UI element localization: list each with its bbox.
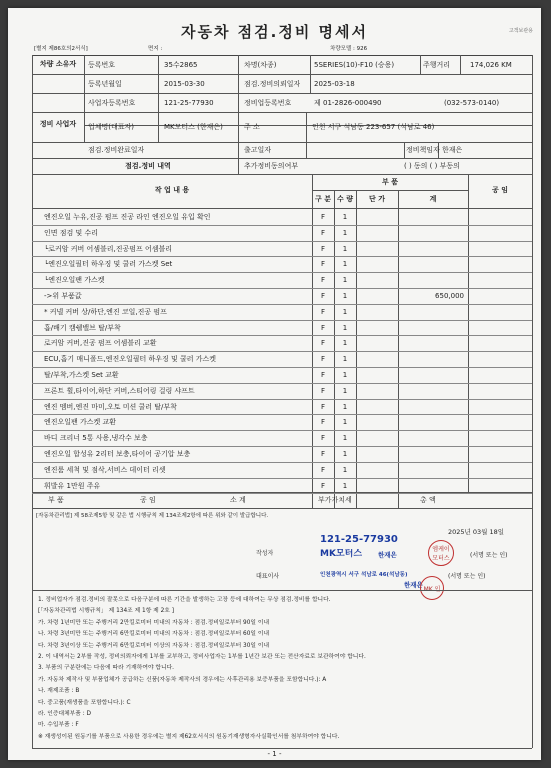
item-qty: 1 xyxy=(342,339,348,348)
note-line: [「자동차관리법 시행규칙」 제 134조 제 1항 제 2호 ] xyxy=(38,608,174,615)
work-header: 작 업 내 용 xyxy=(154,186,190,194)
note-line: 라. 인증대체부품 : D xyxy=(38,711,91,717)
copy-label: 고객보관용 xyxy=(508,28,533,34)
document-title: 자동차 점검.정비 명세서 xyxy=(180,23,369,41)
mechanic-value: 한재은 xyxy=(442,146,463,154)
note-line: 나. 재제조품 : B xyxy=(38,688,80,695)
stamped-address: 인천광역시 서구 석남로 46(석남동) xyxy=(320,572,408,578)
item-kind: F xyxy=(320,213,326,221)
item-desc: 엔진룸 세척 및 점삭,서비스 데이터 리셋 xyxy=(44,465,166,474)
checker-label: 점검.정비완료일자 xyxy=(88,146,145,154)
item-desc: 흡/배기 캠쉘밸브 탈/부착 xyxy=(44,323,121,332)
item-qty: 1 xyxy=(342,465,348,474)
col-qty: 수 량 xyxy=(337,195,353,203)
shop-phone: (032-573-0140) xyxy=(444,99,500,107)
total-label: 총 액 xyxy=(420,496,436,504)
form-number: [별지 제86호의2서식] xyxy=(34,46,88,52)
service-date-label: 점검.정비의뢰일자 xyxy=(244,80,301,88)
item-qty: 1 xyxy=(342,450,348,458)
document-page xyxy=(8,8,541,760)
item-desc: 엔진오일 합성유 2리터 보충,타이어 공기압 보충 xyxy=(44,450,191,458)
item-kind: F xyxy=(320,260,326,269)
shop-reg-label: 정비업등록번호 xyxy=(244,99,292,107)
addr-label: 주 소 xyxy=(244,123,260,131)
service-date-value: 2025-03-18 xyxy=(314,80,355,88)
stamped-owner: 한재은 xyxy=(378,551,397,559)
item-desc: 탈/부착,가스켓 Set 교환 xyxy=(44,371,119,379)
item-desc: 엔진오일팬 가스켓 교환 xyxy=(44,418,117,427)
vehicle-model: 차량모델 : 926 xyxy=(330,46,368,52)
car-name-value: 5SERIES(10)-F10 (승용) xyxy=(314,61,395,69)
biz-no-label: 사업자등록번호 xyxy=(88,99,136,107)
reg-date-label: 등록년월일 xyxy=(88,80,122,88)
shop-section-label: 정비 사업자 xyxy=(39,120,77,128)
page-footer: - 1 - xyxy=(267,750,282,758)
sign-or-seal-2: (서명 또는 인) xyxy=(448,573,486,580)
item-kind: F xyxy=(320,276,326,285)
red-seal-2: MK 인 xyxy=(420,576,444,600)
item-qty: 1 xyxy=(342,481,348,490)
item-kind: F xyxy=(320,355,326,364)
item-qty: 1 xyxy=(342,244,348,253)
item-desc: └엔진오일팬 가스켓 xyxy=(44,276,105,285)
col-total: 계 xyxy=(429,195,437,203)
shop-reg-value: 제 01-2826-000490 xyxy=(314,99,382,107)
note-line: ※ 재생성이된 원동기를 부품으로 사용한 경우에는 별지 제62호서식의 원동기재생형자사실확인서를 첨부하여야 합니다. xyxy=(38,733,340,740)
note-line: 나. 차령 3년미만 또는 주행거리 6만킬로미터 미내의 자동차 : 점검.정비일로부터 60일 이내 xyxy=(38,631,270,638)
item-desc: 인면 점검 및 수리 xyxy=(44,228,99,237)
subtotal-label: 소 계 xyxy=(230,496,246,504)
item-desc: 엔진오일 누유,진공 펌프 진공 라인 엔진오일 유입 확인 xyxy=(44,213,211,221)
note-line: 다. 중고품(재생품을 포함합니다.): C xyxy=(38,699,131,706)
note-line: 3. 부품의 구분란에는 다음에 따라 기재하여야 합니다. xyxy=(38,665,175,672)
col-labor: 공 임 xyxy=(492,186,508,194)
item-qty: 1 xyxy=(342,307,348,316)
issue-date: 2025년 03월 18일 xyxy=(448,528,505,536)
extra-agree-label: 추가정비동의여부 xyxy=(244,162,299,170)
note-line: 2. 이 내역서는 2부를 작성, 정비의뢰자에게 1부를 교부하고, 정비사업자는 1부를 1년간 보관 또는 전산자료로 보관하여야 합니다. xyxy=(38,654,366,660)
note-line: 1. 정비업자가 점검.정비의 잘못으로 다음구분에 따른 기간을 발생하는 고장 등에 대하여는 무상 점검.정비를 합니다. xyxy=(38,597,331,603)
owner-section-label: 차량 소유자 xyxy=(39,60,77,68)
vat-label: 부가가치세 xyxy=(318,496,352,504)
item-kind: F xyxy=(320,386,326,395)
note-line: 가. 차령 1년미만 또는 주행거리 2만킬로미터 미내의 자동차 : 점검.정비일로부터 90일 이내 xyxy=(38,619,270,626)
release-label: 출고일자 xyxy=(244,146,272,154)
item-kind: F xyxy=(320,418,326,427)
shop-name-label: 업체명(대표자) xyxy=(88,123,135,131)
note-line: 마. 수입부품 : F xyxy=(38,722,79,729)
item-qty: 1 xyxy=(342,418,348,427)
item-qty: 1 xyxy=(342,323,348,332)
item-desc: ->위 부품값 xyxy=(44,292,82,300)
item-kind: F xyxy=(320,292,326,300)
item-desc: └로커암 커버 어셈블리,진공펌프 어셈블리 xyxy=(44,244,173,253)
item-kind: F xyxy=(320,228,326,237)
shop-name-value: MK모터스 (한재은) xyxy=(164,123,223,131)
reg-date-value: 2015-03-30 xyxy=(164,80,205,88)
car-name-label: 차명(차종) xyxy=(244,61,277,69)
item-kind: F xyxy=(320,307,326,316)
agree-options: ( ) 동의 ( ) 부동의 xyxy=(404,162,460,170)
item-qty: 1 xyxy=(342,434,348,443)
parts-header: 부 품 xyxy=(382,178,398,186)
mechanic-label: 정비책임자 xyxy=(406,146,440,154)
item-kind: F xyxy=(320,465,326,474)
item-qty: 1 xyxy=(342,355,348,364)
item-qty: 1 xyxy=(342,276,348,285)
item-kind: F xyxy=(320,434,326,443)
item-total: 650,000 xyxy=(435,292,464,300)
mileage-label: 주행거리 xyxy=(423,61,451,69)
item-desc: 휘발유 1만원 주유 xyxy=(44,481,101,490)
detail-header: 점검.정비 내역 xyxy=(125,162,171,170)
item-kind: F xyxy=(320,450,326,458)
red-seal-1: 엠케이 모터스 xyxy=(428,540,454,566)
item-qty: 1 xyxy=(342,260,348,269)
stamped-shop-name: MK모터스 xyxy=(320,549,363,559)
item-kind: F xyxy=(320,481,326,490)
law-text: [자동차관리법] 제 58조제5항 및 같은 법 시행규칙 제 134조제2항에 따른 위와 같이 발급합니다. xyxy=(36,513,269,519)
item-desc: ECU,흡기 매니폴드,엔진오일필터 하우징 및 쿨러 가스켓 xyxy=(44,355,217,364)
reg-no-value: 35수2865 xyxy=(164,61,198,69)
item-qty: 1 xyxy=(342,213,348,221)
item-desc: 바디 크리너 5통 사용,냉각수 보충 xyxy=(44,434,148,443)
item-desc: 로커암 커버,진공 펌프 어셈블리 교환 xyxy=(44,339,157,348)
item-kind: F xyxy=(320,371,326,379)
stamped-owner-2: 한재은 xyxy=(404,581,423,589)
item-kind: F xyxy=(320,244,326,253)
col-kind: 구 분 xyxy=(315,195,331,203)
col-unit: 단 가 xyxy=(369,195,385,203)
sign-or-seal-1: (서명 또는 인) xyxy=(470,552,508,559)
biz-no-value: 121-25-77930 xyxy=(164,99,214,107)
item-qty: 1 xyxy=(342,228,348,237)
item-kind: F xyxy=(320,339,326,348)
item-kind: F xyxy=(320,323,326,332)
item-desc: * 커넬 커버 상/하단,엔진 코일,진공 펌프 xyxy=(44,307,167,316)
note-line: 다. 차령 3년이상 또는 주행거리 6만킬로미터 이상의 자동차 : 점검.정비일로부터 30일 이내 xyxy=(38,642,270,649)
ceo-label: 대표이사 xyxy=(256,573,280,580)
mileage-value: 174,026 KM xyxy=(470,61,512,69)
note-line: 가. 자동차 제작사 및 부품업체가 공급하는 신품(자동차 제작사의 경우에는 사후관리용 보증부품을 포함합니다.): A xyxy=(38,676,327,683)
item-qty: 1 xyxy=(342,386,348,395)
sum-labor-label: 공 임 xyxy=(140,496,156,504)
reg-no-label: 등록번호 xyxy=(88,61,116,69)
item-kind: F xyxy=(320,402,326,411)
sum-parts-label: 부 품 xyxy=(48,496,64,504)
item-qty: 1 xyxy=(342,292,348,300)
item-desc: 프론트 휠,타이어,하단 커버,스티어링 걸링 샤프트 xyxy=(44,386,195,395)
addr-value: 인천 서구 석남동 223-657 (석남로 46) xyxy=(312,123,435,131)
stamped-biz-no: 121-25-77930 xyxy=(320,534,398,545)
item-desc: └엔진오일필터 하우징 및 쿨러 가스켓 Set xyxy=(44,260,173,269)
writer-label: 작성자 xyxy=(256,550,274,557)
item-qty: 1 xyxy=(342,402,348,411)
page-number-label: 면지 : xyxy=(148,46,163,52)
item-qty: 1 xyxy=(342,371,348,379)
item-desc: 엔진 멤버,엔진 마미,오토 미션 쿨러 탈/부착 xyxy=(44,402,177,411)
